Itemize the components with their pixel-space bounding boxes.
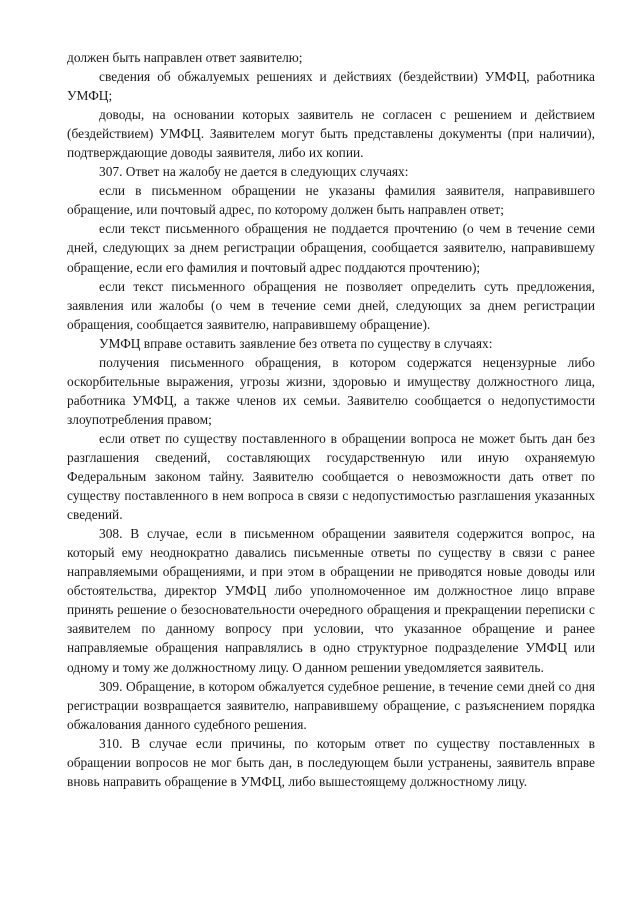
paragraph: должен быть направлен ответ заявителю; [67, 50, 303, 65]
paragraph: 309. Обращение, в котором обжалуется судебное решение, в течение семи дней со дня регистрации возвращается заявителю, направившему обращение, с разъяснением порядка обжалования данного судебного решения. [67, 678, 595, 732]
paragraph: 308. В случае, если в письменном обращении заявителя содержится вопрос, на который ему неоднократно давались письменные ответы по существу в связи с ранее направляемыми обращениями, и при этом в обращении не приводятся новые доводы или обстоятельства, директор УМФЦ либо уполномоченное им должностное лицо вправе принять решение о безосновательности очередного обращения и прекращении переписки с заявителем по данному вопросу при условии, что указанное обращение и ранее направляемые обращения направлялись в одно структурное подразделение УМФЦ или одному и тому же должностному лицу. О данном решении уведомляется заявитель. [67, 526, 595, 675]
paragraph: УМФЦ вправе оставить заявление без ответа по существу в случаях: [99, 335, 493, 351]
document-page [67, 48, 595, 791]
paragraph: если в письменном обращении не указаны фамилия заявителя, направившего обращение, или почтовый адрес, по которому должен быть направлен ответ; [67, 183, 595, 218]
paragraph: 307. Ответ на жалобу не дается в следующих случаях: [99, 164, 409, 180]
paragraph: получения письменного обращения, в котором содержатся нецензурные либо оскорбительные выражения, угрозы жизни, здоровью и имуществу должностного лица, работника УМФЦ, а также членов их семьи. Заявителю сообщается о недопустимости злоупотребления правом; [67, 354, 595, 427]
paragraph: доводы, на основании которых заявитель не согласен с решением и действием (бездействием) УМФЦ. Заявителем могут быть представлены документы (при наличии), подтверждающие доводы заявителя, либо их копии. [67, 107, 595, 161]
paragraph: если ответ по существу поставленного в обращении вопроса не может быть дан без разглашения сведений, составляющих государственную или иную охраняемую Федеральным законом тайну. Заявителю сообщается о невозможности дать ответ по существу поставленного в нем вопроса в связи с недопустимостью разглашения указанных сведений. [67, 430, 595, 523]
paragraph: если текст письменного обращения не позволяет определить суть предложения, заявления или жалобы (о чем в течение семи дней, следующих за днем регистрации обращения, сообщается заявителю, направившему обращение). [67, 278, 595, 332]
paragraph: сведения об обжалуемых решениях и действиях (бездействии) УМФЦ, работника УМФЦ; [67, 69, 595, 104]
paragraph: если текст письменного обращения не поддается прочтению (о чем в течение семи дней, следующих за днем регистрации обращения, сообщается заявителю, направившему обращение, если его фамилия и почтовый адрес поддаются прочтению); [67, 221, 595, 275]
paragraph: 310. В случае если причины, по которым ответ по существу поставленных в обращении вопросов не мог быть дан, в последующем были устранены, заявитель вправе вновь направить обращение в УМФЦ, либо вышестоящему должностному лицу. [67, 735, 595, 789]
